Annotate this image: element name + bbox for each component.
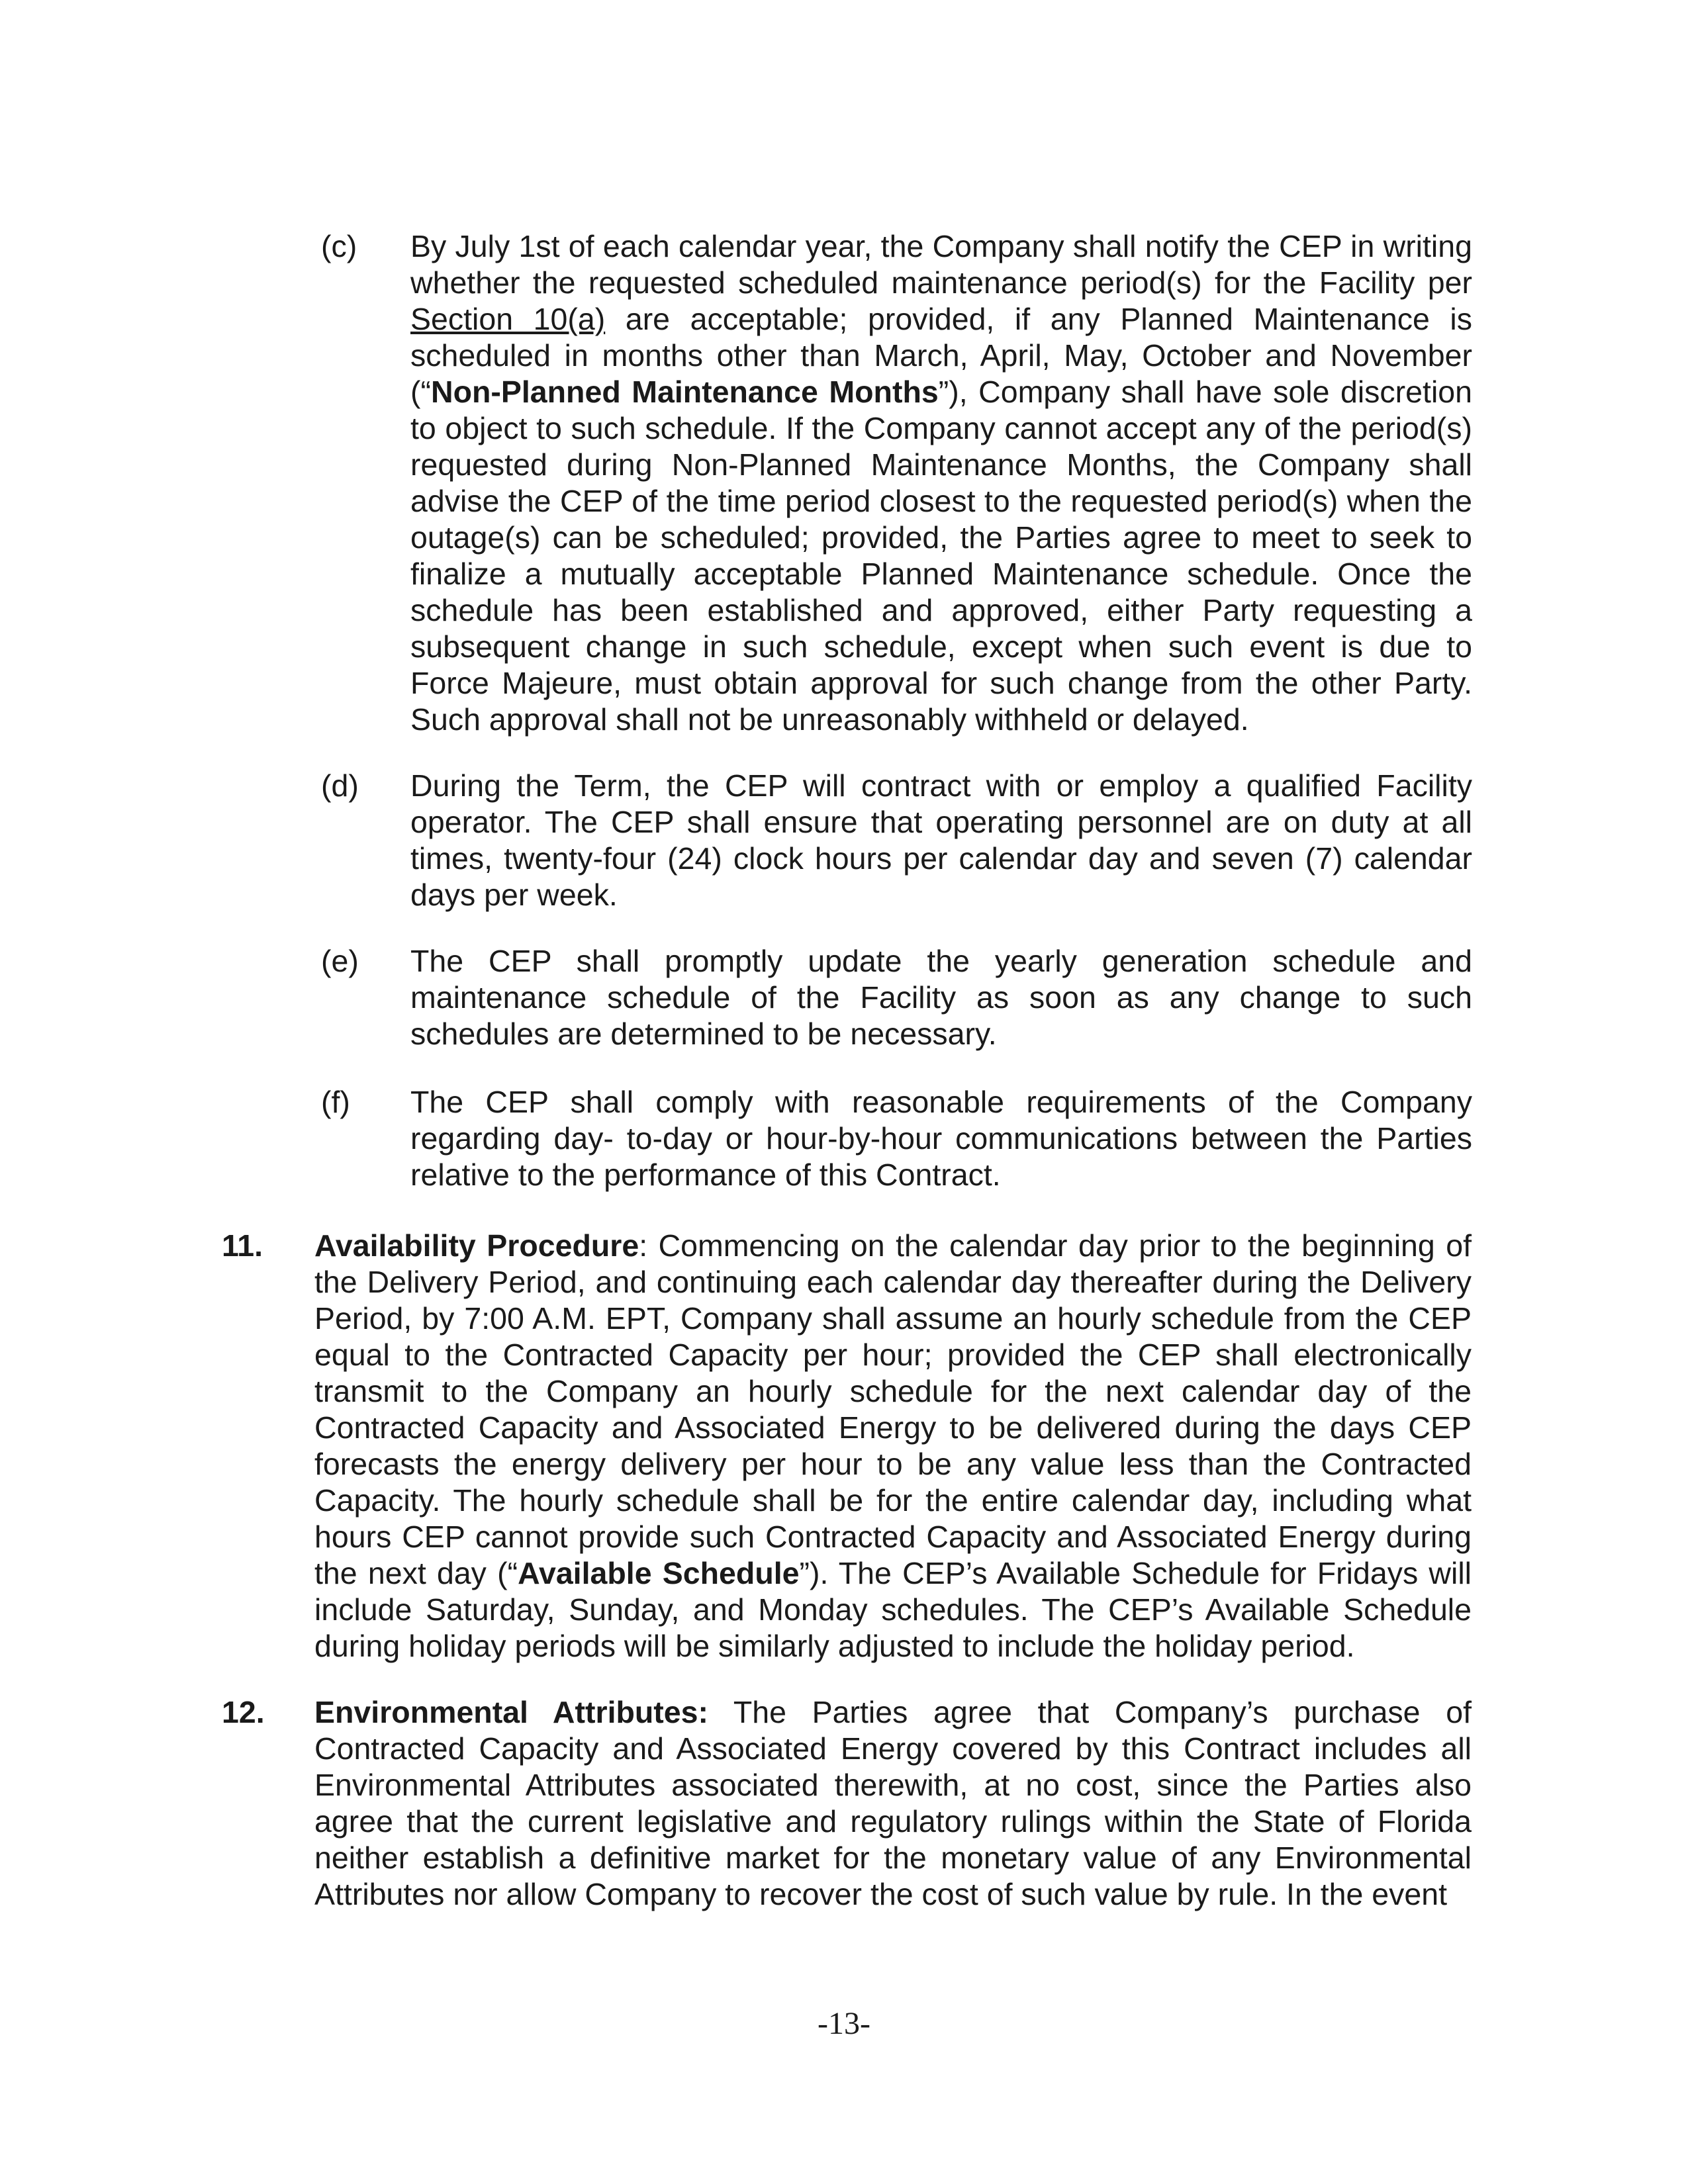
section-11-heading: Availability Procedure (314, 1228, 639, 1263)
section-reference-link: Section 10(a) (410, 302, 606, 336)
item-c-text-3: ”), Company shall have sole discretion to object to such schedule. If the Company cannot accept any of the period(s) requested during Non-Planned Maintenance Months, the Company shall advise the CEP of the time period closest to the requested period(s) when the outage(s) can be scheduled; provided, the Parties agree to meet to seek to finalize a mutually acceptable Planned Maintenance schedule. Once the schedule has been established and approved, either Party requesting a subsequent change in such schedule, except when such event is due to Force Majeure, must obtain approval for such change from the other Party. Such approval shall not be unreasonably withheld or delayed. (410, 375, 1472, 737)
item-c-text-1: By July 1st of each calendar year, the Company shall notify the CEP in writing whether the requested scheduled maintenance period(s) for the Facility per (410, 229, 1472, 300)
page-number: -13- (818, 2006, 870, 2041)
item-f-text: The CEP shall comply with reasonable requirements of the Company regarding day- to-day or hour-by-hour communications between the Parties relative to the performance of this Contract. (410, 1085, 1472, 1192)
item-e-text: The CEP shall promptly update the yearly generation schedule and maintenance schedule of the Facility as soon as any change to such schedules are determined to be necessary. (410, 944, 1472, 1051)
defined-term-available-schedule: Available Schedule (518, 1556, 800, 1590)
section-12-heading: Environmental Attributes: (314, 1695, 708, 1729)
section-12-paragraph (314, 1694, 1472, 1913)
item-e-label: (e) (321, 944, 359, 978)
section-11-text-2: ”). The CEP’s Available Schedule for Fridays will include Saturday, Sunday, and Monday schedules. The CEP’s Available Schedule during holiday periods will be similarly adjusted to include the holiday period. (314, 1556, 1472, 1663)
section-11-paragraph (314, 1228, 1472, 1664)
section-12-number: 12. (222, 1695, 265, 1729)
item-c-text-2: are acceptable; provided, if any Planned Maintenance is scheduled in months other than March, April, May, October and November (“ (410, 302, 1473, 409)
item-c-label: (c) (321, 229, 357, 263)
item-e-paragraph (410, 943, 1472, 1052)
defined-term-non-planned-maintenance-months: Non-Planned Maintenance Months (430, 375, 939, 409)
section-11-number: 11. (222, 1228, 263, 1263)
item-d-label: (d) (321, 768, 359, 803)
item-d-paragraph (410, 768, 1472, 913)
section-11-text-1: : Commencing on the calendar day prior to the beginning of the Delivery Period, and continuing each calendar day thereafter during the Delivery Period, by 7:00 A.M. EPT, Company shall assume an hourly schedule from the CEP equal to the Contracted Capacity per hour; provided the CEP shall electronically transmit to the Company an hourly schedule for the next calendar day of the Contracted Capacity and Associated Energy to be delivered during the days CEP forecasts the energy delivery per hour to be any value less than the Contracted Capacity. The hourly schedule shall be for the entire calendar day, including what hours CEP cannot provide such Contracted Capacity and Associated Energy during the next day (“ (314, 1228, 1472, 1590)
item-f-paragraph (410, 1084, 1472, 1193)
item-c-paragraph (410, 228, 1472, 738)
item-f-label: (f) (321, 1085, 350, 1119)
item-d-text: During the Term, the CEP will contract with or employ a qualified Facility operator. The CEP shall ensure that operating personnel are on duty at all times, twenty-four (24) clock hours per calendar day and seven (7) calendar days per week. (410, 768, 1472, 912)
section-12-text: The Parties agree that Company’s purchase of Contracted Capacity and Associated Energy covered by this Contract includes all Environmental Attributes associated therewith, at no cost, since the Parties also agree that the current legislative and regulatory rulings within the State of Florida neither establish a definitive market for the monetary value of any Environmental Attributes nor allow Company to recover the cost of such value by rule. In the event (314, 1695, 1472, 1911)
